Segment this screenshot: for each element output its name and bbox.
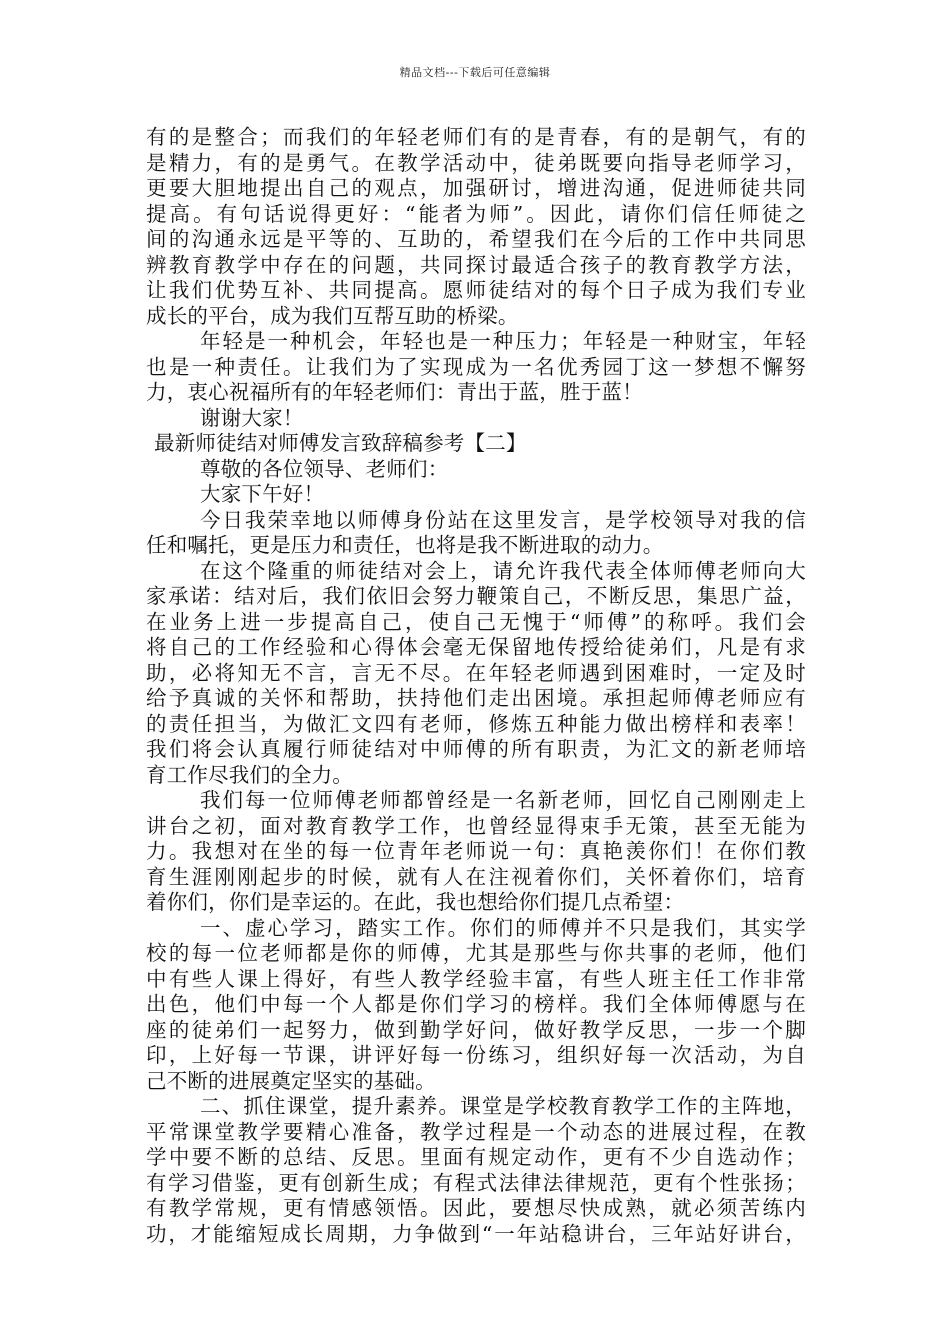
text-line: 让我们优势互补、共同提高。愿师徒结对的每个日子成为我们专业	[146, 278, 806, 302]
text-line: 二、抓住课堂，提升素养。课堂是学校教育教学工作的主阵地，	[200, 1094, 806, 1118]
text-line: 助，必将知无不言，言无不尽。在年轻老师遇到困难时，一定及时	[146, 660, 806, 685]
text-line: 座的徒弟们一起努力，做到勤学好问，做好教学反思，一步一个脚	[146, 1017, 806, 1042]
text-line: 讲台之初，面对教育教学工作，也曾经显得束手无策，甚至无能为	[146, 813, 806, 838]
text-line: 有的是整合；而我们的年轻老师们有的是青春，有的是朝气，有的	[146, 125, 806, 149]
text-line: 我们将会认真履行师徒结对中师傅的所有职责，为汇文的新老师培	[146, 737, 806, 761]
text-line: 间的沟通永远是平等的、互助的，希望我们在今后的工作中共同思	[146, 227, 806, 251]
text-line: 平常课堂教学要精心准备，教学过程是一个动态的进展过程，在教	[146, 1119, 806, 1144]
text-line: 在这个隆重的师徒结对会上，请允许我代表全体师傅老师向大	[200, 558, 806, 583]
text-line: 今日我荣幸地以师傅身份站在这里发言，是学校领导对我的信	[200, 507, 806, 532]
text-line: 学中要不断的总结、反思。里面有规定动作，更有不少自选动作；	[146, 1145, 806, 1169]
text-line: 将自己的工作经验和心得体会毫无保留地传授给徒弟们，凡是有求	[146, 635, 806, 659]
text-line: 有教学常规，更有情感领悟。因此，要想尽快成熟，就必须苦练内	[146, 1196, 806, 1220]
text-line: 印，上好每一节课，讲评好每一份练习，组织好每一次活动，为自	[146, 1043, 806, 1067]
page-header: 精品文档---下载后可任意编辑	[399, 66, 551, 79]
text-line: 功，才能缩短成长周期，力争做到“一年站稳讲台，三年站好讲台，	[146, 1221, 806, 1246]
text-line: 校的每一位老师都是你的师傅，尤其是那些与你共事的老师，他们	[146, 941, 806, 965]
text-line: 的责任担当，为做汇文四有老师，修炼五种能力做出榜样和表率！	[146, 711, 806, 736]
text-line: 年轻是一种机会，年轻也是一种压力；年轻是一种财宝，年轻	[200, 329, 806, 353]
text-line: 提高。有句话说得更好：“能者为师”。因此，请你们信任师徒之	[146, 201, 806, 226]
salutation: 尊敬的各位领导、老师们：	[200, 456, 449, 481]
text-line: 家承诺：结对后，我们依旧会努力鞭策自己，不断反思，集思广益，	[146, 584, 806, 608]
text-line: 育生涯刚刚起步的时候，就有人在注视着你们，关怀着你们，培育	[146, 864, 806, 889]
text-line: 一、虚心学习，踏实工作。你们的师傅并不只是我们，其实学	[200, 915, 806, 940]
text-line: 育工作尽我们的全力。	[146, 762, 353, 787]
text-line: 在业务上进一步提高自己，使自己无愧于“师傅”的称呼。我们会	[146, 609, 806, 634]
text-line: 力，衷心祝福所有的年轻老师们：青出于蓝，胜于蓝！	[146, 380, 643, 404]
text-line: 有学习借鉴，更有创新生成；有程式法律法律规范，更有个性张扬；	[146, 1170, 806, 1195]
text-line: 中有些人课上得好，有些人教学经验丰富，有些人班主任工作非常	[146, 966, 806, 991]
text-line: 成长的平台，成为我们互帮互助的桥梁。	[146, 303, 519, 328]
text-line: 我们每一位师傅老师都曾经是一名新老师，回忆自己刚刚走上	[200, 788, 806, 812]
text-line: 也是一种责任。让我们为了实现成为一名优秀园丁这一梦想不懈努	[146, 354, 806, 379]
text-line: 谢谢大家！	[200, 405, 304, 430]
text-line: 出色，他们中每一个人都是你们学习的榜样。我们全体师傅愿与在	[146, 992, 806, 1016]
text-line: 更要大胆地提出自己的观点，加强研讨，增进沟通，促进师徒共同	[146, 176, 806, 200]
text-line: 己不断的进展奠定坚实的基础。	[146, 1068, 436, 1093]
text-line: 辨教育教学中存在的问题，共同探讨最适合孩子的教育教学方法，	[146, 252, 806, 277]
text-line: 力。我想对在坐的每一位青年老师说一句：真艳羡你们！在你们教	[146, 839, 806, 863]
section-title: 最新师徒结对师傅发言致辞稿参考【二】	[154, 431, 527, 455]
text-line: 是精力，有的是勇气。在教学活动中，徒弟既要向指导老师学习，	[146, 150, 806, 175]
document-body	[146, 125, 806, 1247]
text-line: 给予真诚的关怀和帮助，扶持他们走出困境。承担起师傅老师应有	[146, 686, 806, 710]
text-line: 着你们，你们是幸运的。在此，我也想给你们提几点希望：	[146, 890, 685, 914]
text-line: 任和嘱托，更是压力和责任，也将是我不断进取的动力。	[146, 533, 664, 557]
greeting: 大家下午好！	[200, 482, 325, 506]
